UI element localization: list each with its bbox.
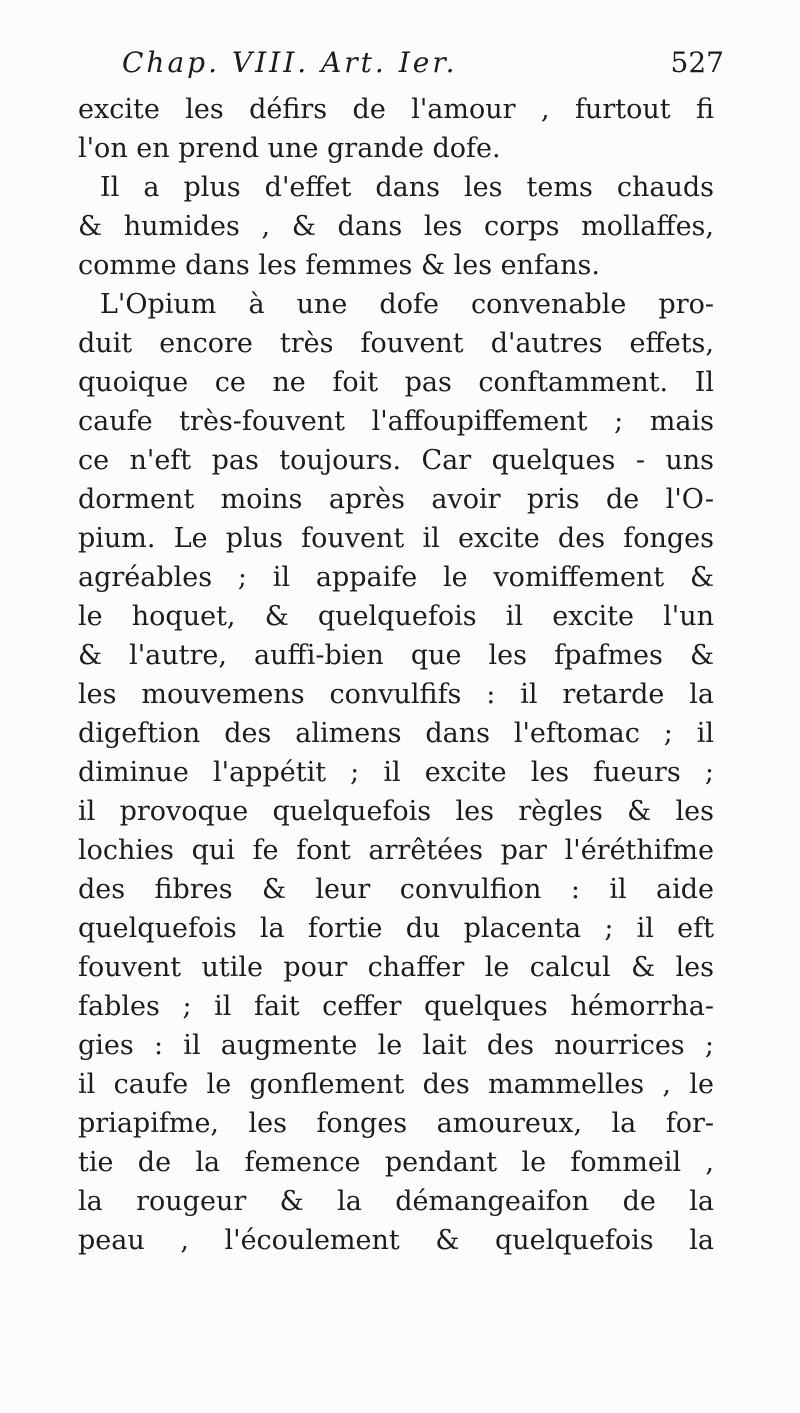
text-line: & humides , & dans les corps mollaffes, <box>78 211 714 242</box>
text-line: caufe très-fouvent l'affoupiffement ; mais <box>78 406 714 437</box>
text-line: fouvent utile pour chaffer le calcul & les <box>78 952 714 983</box>
text-line: il caufe le gonflement des mammelles , le <box>78 1069 714 1100</box>
running-header <box>112 42 724 86</box>
text-line: peau , l'écoulement & quelquefois la <box>78 1225 714 1256</box>
text-line: Il a plus d'effet dans les tems chauds <box>100 172 714 203</box>
text-line: comme dans les femmes & les enfans. <box>78 250 600 281</box>
text-line: digeftion des alimens dans l'eftomac ; il <box>78 718 714 749</box>
text-line: il provoque quelquefois les règles & les <box>78 796 714 827</box>
text-line: & l'autre, auffi-bien que les fpafmes & <box>78 640 714 671</box>
text-line: quelquefois la fortie du placenta ; il eft <box>78 913 714 944</box>
text-line: le hoquet, & quelquefois il excite l'un <box>78 601 714 632</box>
text-line: agréables ; il appaife le vomiffement & <box>78 562 714 593</box>
page-number: 527 <box>670 46 724 79</box>
text-line: l'on en prend une grande dofe. <box>78 133 501 164</box>
text-line: L'Opium à une dofe convenable pro- <box>100 289 714 320</box>
text-line: quoique ce ne foit pas conftamment. Il <box>78 367 714 398</box>
text-line: diminue l'appétit ; il excite les fueurs ; <box>78 757 714 788</box>
text-line: des fibres & leur convulfion : il aide <box>78 874 714 905</box>
text-line: pium. Le plus fouvent il excite des fonges <box>78 523 714 554</box>
text-line: dorment moins après avoir pris de l'O- <box>78 484 714 515</box>
text-line: gies : il augmente le lait des nourrices ; <box>78 1030 714 1061</box>
chapter-heading: Chap. VIII. Art. Ier. <box>122 46 458 79</box>
text-line: excite les défirs de l'amour , furtout fi <box>78 94 714 125</box>
text-line: ce n'eft pas toujours. Car quelques - uns <box>78 445 714 476</box>
text-line: tie de la femence pendant le fommeil , <box>78 1147 714 1178</box>
body-text <box>78 90 714 1260</box>
text-line: les mouvemens convulfifs : il retarde la <box>78 679 714 710</box>
text-line: fables ; il fait ceffer quelques hémorrha- <box>78 991 714 1022</box>
text-line: duit encore très fouvent d'autres effets, <box>78 328 714 359</box>
text-line: lochies qui fe font arrêtées par l'éréthifme <box>78 835 714 866</box>
text-line: la rougeur & la démangeaifon de la <box>78 1186 714 1217</box>
text-line: priapifme, les fonges amoureux, la for- <box>78 1108 714 1139</box>
